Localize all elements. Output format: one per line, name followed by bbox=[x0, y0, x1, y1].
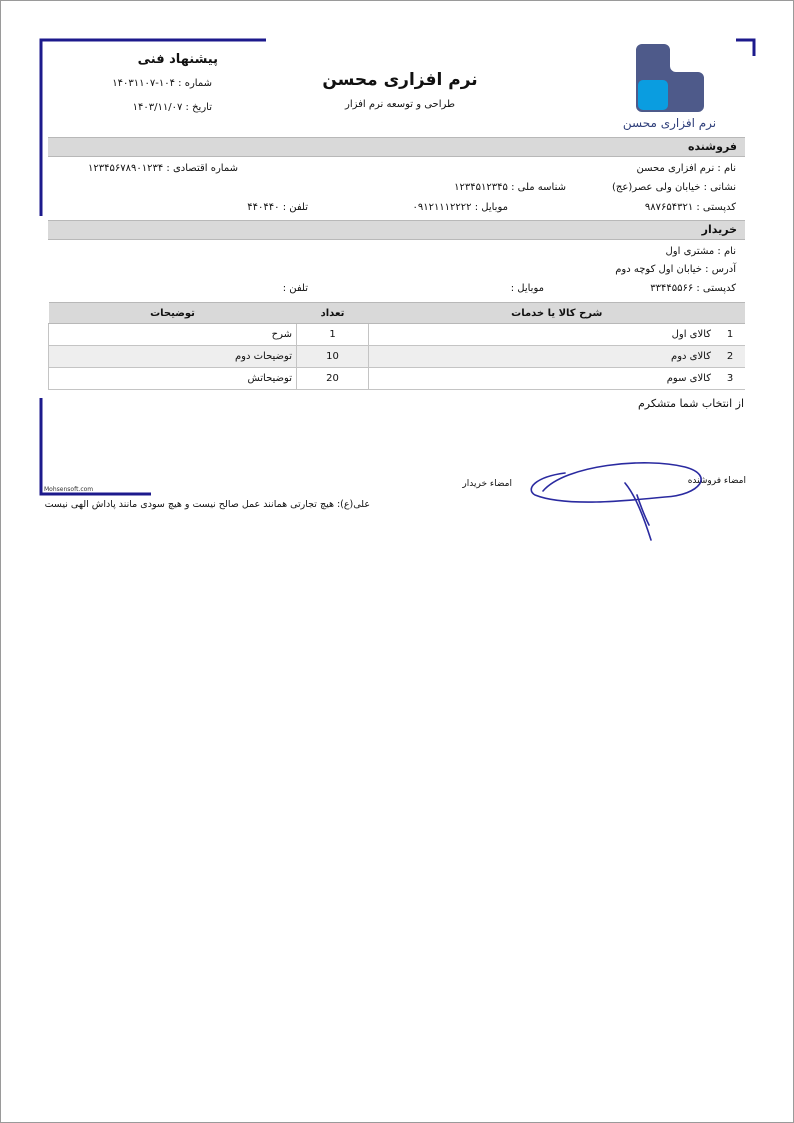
seller-section-title: فروشنده bbox=[687, 140, 737, 153]
signature-scribble bbox=[525, 455, 715, 545]
buyer-postal-label: کدپستی : bbox=[696, 283, 736, 294]
frame-corner-top-right bbox=[734, 38, 758, 60]
seller-mobile-value: ۰۹۱۲۱۱۱۲۲۲۲ bbox=[412, 202, 472, 213]
seller-economic-label: شماره اقتصادی : bbox=[166, 163, 238, 174]
buyer-mobile bbox=[511, 283, 544, 294]
col-header-description: شرح کالا یا خدمات bbox=[369, 303, 746, 324]
row-description: کالای دوم bbox=[369, 346, 716, 368]
buyer-mobile-label: موبایل : bbox=[510, 283, 544, 294]
seller-national-value: ۱۲۳۴۵۱۲۳۴۵ bbox=[454, 182, 508, 193]
row-note: شرح bbox=[49, 324, 297, 346]
seller-national-label: شناسه ملی : bbox=[511, 182, 566, 193]
seller-economic-number bbox=[88, 163, 238, 174]
seller-postal-label: کدپستی : bbox=[696, 202, 736, 213]
doc-title: پیشنهاد فنی bbox=[137, 52, 218, 67]
buyer-signature-label: امضاء خریدار bbox=[462, 479, 512, 489]
buyer-section-header bbox=[48, 220, 745, 240]
row-note: توضیحاتش bbox=[49, 368, 297, 390]
doc-date-label: تاریخ : bbox=[185, 102, 212, 113]
seller-phone bbox=[247, 202, 308, 213]
thanks-message: از انتخاب شما متشکرم bbox=[637, 397, 744, 410]
seller-name-value: نرم افزاری محسن bbox=[636, 163, 715, 174]
seller-signature-label: امضاء فروشنده bbox=[687, 476, 746, 486]
company-logo-icon bbox=[636, 44, 708, 112]
seller-postal-value: ۹۸۷۶۵۴۳۲۱ bbox=[644, 202, 694, 213]
row-number: 3 bbox=[715, 368, 745, 390]
table-row bbox=[49, 368, 746, 390]
seller-name bbox=[637, 163, 736, 174]
seller-section-header bbox=[48, 137, 745, 157]
row-description: کالای اول bbox=[369, 324, 716, 346]
buyer-name-value: مشتری اول bbox=[665, 246, 715, 257]
row-number: 1 bbox=[715, 324, 745, 346]
buyer-section-title: خریدار bbox=[701, 223, 737, 236]
logo-caption: نرم افزاری محسن bbox=[622, 116, 717, 130]
buyer-phone bbox=[283, 283, 308, 294]
seller-address-value: خیابان ولی عصر(عج) bbox=[612, 182, 701, 193]
buyer-name-label: نام : bbox=[717, 246, 736, 257]
company-name: نرم افزاری محسن bbox=[322, 70, 478, 90]
seller-postal-code bbox=[645, 202, 736, 213]
row-description: کالای سوم bbox=[369, 368, 716, 390]
row-qty: 20 bbox=[297, 368, 369, 390]
seller-national-id bbox=[454, 182, 566, 193]
seller-mobile-label: موبایل : bbox=[474, 202, 508, 213]
row-qty: 10 bbox=[297, 346, 369, 368]
buyer-postal-code bbox=[650, 283, 736, 294]
doc-number-value: ۱۰۴-۱۴۰۳۱۱۰۷ bbox=[112, 78, 175, 89]
seller-address bbox=[612, 182, 736, 193]
company-tagline: طراحی و توسعه نرم افزار bbox=[344, 99, 455, 110]
buyer-address-value: خیابان اول کوچه دوم bbox=[615, 264, 702, 275]
doc-date-value: ۱۴۰۳/۱۱/۰۷ bbox=[132, 102, 183, 113]
seller-name-label: نام : bbox=[717, 163, 736, 174]
table-row bbox=[49, 324, 746, 346]
frame-corner-bottom-left bbox=[38, 396, 153, 498]
row-qty: 1 bbox=[297, 324, 369, 346]
buyer-phone-label: تلفن : bbox=[282, 283, 308, 294]
row-note: توضیحات دوم bbox=[49, 346, 297, 368]
items-table bbox=[48, 302, 745, 390]
buyer-postal-value: ۳۳۴۴۵۵۶۶ bbox=[650, 283, 694, 294]
seller-address-label: نشانی : bbox=[703, 182, 736, 193]
buyer-address-label: آدرس : bbox=[705, 264, 736, 275]
footer-quote: علی(ع): هیچ تجارتی همانند عمل صالح نیست و هیچ سودی مانند پاداش الهی نیست bbox=[44, 499, 370, 510]
col-header-notes: توضیحات bbox=[49, 303, 297, 324]
seller-economic-value: ۱۲۳۴۵۶۷۸۹۰۱۲۳۴ bbox=[88, 163, 164, 174]
doc-date bbox=[133, 102, 212, 113]
table-row bbox=[49, 346, 746, 368]
seller-mobile bbox=[412, 202, 508, 213]
row-number: 2 bbox=[715, 346, 745, 368]
col-header-qty: تعداد bbox=[297, 303, 369, 324]
doc-number-label: شماره : bbox=[178, 78, 212, 89]
buyer-address bbox=[615, 264, 736, 275]
buyer-name bbox=[666, 246, 736, 257]
website-watermark: Mohsensoft.com bbox=[44, 486, 94, 493]
seller-phone-value: ۴۴۰۴۴۰ bbox=[247, 202, 280, 213]
seller-phone-label: تلفن : bbox=[282, 202, 308, 213]
doc-number bbox=[112, 78, 212, 89]
